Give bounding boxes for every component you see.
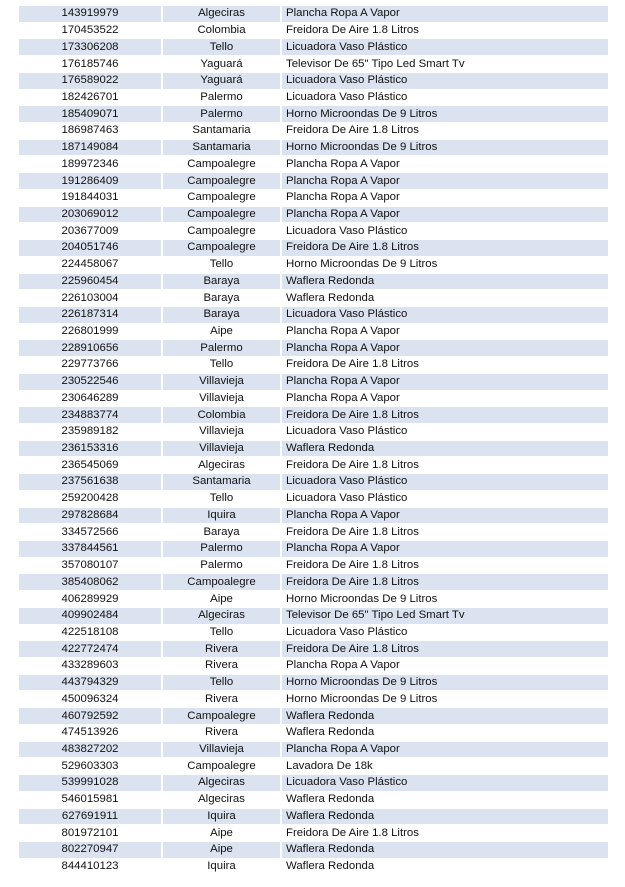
record-id-cell: 357080107 [19, 557, 162, 574]
product-cell: Licuadora Vaso Plástico [281, 39, 608, 56]
record-id-cell: 176589022 [19, 72, 162, 89]
product-cell: Televisor De 65" Tipo Led Smart Tv [281, 607, 608, 624]
product-cell: Licuadora Vaso Plástico [281, 306, 608, 323]
table-row [19, 72, 608, 89]
municipality-cell: Algeciras [162, 775, 281, 792]
municipality-cell: Campoalegre [162, 206, 281, 223]
table-row [19, 775, 608, 792]
record-id-cell: 187149084 [19, 139, 162, 156]
municipality-cell: Algeciras [162, 457, 281, 474]
table-row [19, 223, 608, 240]
record-id-cell: 539991028 [19, 775, 162, 792]
record-id-cell: 337844561 [19, 541, 162, 558]
table-row [19, 674, 608, 691]
municipality-cell: Villavieja [162, 440, 281, 457]
product-cell: Freidora De Aire 1.8 Litros [281, 641, 608, 658]
record-id-cell: 224458067 [19, 256, 162, 273]
record-id-cell: 226187314 [19, 306, 162, 323]
table-row [19, 658, 608, 675]
records-table [19, 6, 608, 875]
product-cell: Horno Microondas De 9 Litros [281, 256, 608, 273]
product-cell: Plancha Ropa A Vapor [281, 189, 608, 206]
table-row [19, 624, 608, 641]
record-id-cell: 236545069 [19, 457, 162, 474]
product-cell: Plancha Ropa A Vapor [281, 373, 608, 390]
record-id-cell: 334572566 [19, 524, 162, 541]
record-id-cell: 627691911 [19, 808, 162, 825]
table-row [19, 156, 608, 173]
product-cell: Freidora De Aire 1.8 Litros [281, 457, 608, 474]
record-id-cell: 385408062 [19, 574, 162, 591]
municipality-cell: Yaguará [162, 56, 281, 73]
product-cell: Horno Microondas De 9 Litros [281, 106, 608, 123]
record-id-cell: 176185746 [19, 56, 162, 73]
municipality-cell: Aipe [162, 825, 281, 842]
record-id-cell: 422772474 [19, 641, 162, 658]
product-cell: Plancha Ropa A Vapor [281, 323, 608, 340]
table-row [19, 6, 608, 22]
product-cell: Plancha Ropa A Vapor [281, 6, 608, 22]
municipality-cell: Baraya [162, 290, 281, 307]
product-cell: Waflera Redonda [281, 858, 608, 875]
record-id-cell: 422518108 [19, 624, 162, 641]
record-id-cell: 230646289 [19, 390, 162, 407]
municipality-cell: Campoalegre [162, 708, 281, 725]
table-row [19, 189, 608, 206]
table-row [19, 825, 608, 842]
product-cell: Freidora De Aire 1.8 Litros [281, 524, 608, 541]
municipality-cell: Iquira [162, 808, 281, 825]
municipality-cell: Campoalegre [162, 189, 281, 206]
municipality-cell: Yaguará [162, 72, 281, 89]
table-row [19, 724, 608, 741]
product-cell: Waflera Redonda [281, 273, 608, 290]
product-cell: Licuadora Vaso Plástico [281, 490, 608, 507]
record-id-cell: 203677009 [19, 223, 162, 240]
table-row [19, 791, 608, 808]
record-id-cell: 409902484 [19, 607, 162, 624]
table-row [19, 256, 608, 273]
product-cell: Freidora De Aire 1.8 Litros [281, 574, 608, 591]
municipality-cell: Santamaria [162, 139, 281, 156]
municipality-cell: Tello [162, 490, 281, 507]
table-row [19, 407, 608, 424]
municipality-cell: Palermo [162, 557, 281, 574]
document-page [19, 6, 608, 875]
product-cell: Licuadora Vaso Plástico [281, 72, 608, 89]
municipality-cell: Tello [162, 674, 281, 691]
municipality-cell: Colombia [162, 407, 281, 424]
product-cell: Freidora De Aire 1.8 Litros [281, 240, 608, 257]
municipality-cell: Tello [162, 39, 281, 56]
table-row [19, 240, 608, 257]
municipality-cell: Santamaria [162, 123, 281, 140]
municipality-cell: Rivera [162, 724, 281, 741]
table-row [19, 858, 608, 875]
record-id-cell: 189972346 [19, 156, 162, 173]
table-row [19, 591, 608, 608]
table-row [19, 691, 608, 708]
table-row [19, 841, 608, 858]
municipality-cell: Aipe [162, 591, 281, 608]
municipality-cell: Algeciras [162, 607, 281, 624]
municipality-cell: Campoalegre [162, 223, 281, 240]
table-row [19, 507, 608, 524]
table-row [19, 541, 608, 558]
product-cell: Waflera Redonda [281, 724, 608, 741]
municipality-cell: Palermo [162, 106, 281, 123]
municipality-cell: Rivera [162, 691, 281, 708]
municipality-cell: Baraya [162, 524, 281, 541]
municipality-cell: Villavieja [162, 390, 281, 407]
record-id-cell: 259200428 [19, 490, 162, 507]
table-row [19, 741, 608, 758]
municipality-cell: Campoalegre [162, 173, 281, 190]
product-cell: Horno Microondas De 9 Litros [281, 139, 608, 156]
municipality-cell: Campoalegre [162, 574, 281, 591]
product-cell: Waflera Redonda [281, 708, 608, 725]
record-id-cell: 450096324 [19, 691, 162, 708]
record-id-cell: 230522546 [19, 373, 162, 390]
table-row [19, 390, 608, 407]
records-table-body [19, 6, 608, 875]
product-cell: Licuadora Vaso Plástico [281, 423, 608, 440]
record-id-cell: 844410123 [19, 858, 162, 875]
record-id-cell: 460792592 [19, 708, 162, 725]
product-cell: Plancha Ropa A Vapor [281, 541, 608, 558]
table-row [19, 808, 608, 825]
municipality-cell: Baraya [162, 273, 281, 290]
product-cell: Plancha Ropa A Vapor [281, 173, 608, 190]
record-id-cell: 433289603 [19, 658, 162, 675]
record-id-cell: 483827202 [19, 741, 162, 758]
table-row [19, 273, 608, 290]
municipality-cell: Palermo [162, 541, 281, 558]
product-cell: Waflera Redonda [281, 808, 608, 825]
municipality-cell: Algeciras [162, 6, 281, 22]
municipality-cell: Aipe [162, 841, 281, 858]
table-row [19, 173, 608, 190]
record-id-cell: 801972101 [19, 825, 162, 842]
table-row [19, 373, 608, 390]
municipality-cell: Campoalegre [162, 758, 281, 775]
table-row [19, 641, 608, 658]
table-row [19, 524, 608, 541]
product-cell: Freidora De Aire 1.8 Litros [281, 407, 608, 424]
record-id-cell: 228910656 [19, 340, 162, 357]
table-row [19, 357, 608, 374]
record-id-cell: 235989182 [19, 423, 162, 440]
product-cell: Plancha Ropa A Vapor [281, 340, 608, 357]
product-cell: Horno Microondas De 9 Litros [281, 674, 608, 691]
table-row [19, 22, 608, 39]
product-cell: Plancha Ropa A Vapor [281, 658, 608, 675]
record-id-cell: 529603303 [19, 758, 162, 775]
municipality-cell: Tello [162, 357, 281, 374]
product-cell: Televisor De 65" Tipo Led Smart Tv [281, 56, 608, 73]
record-id-cell: 297828684 [19, 507, 162, 524]
table-row [19, 607, 608, 624]
record-id-cell: 406289929 [19, 591, 162, 608]
municipality-cell: Campoalegre [162, 156, 281, 173]
record-id-cell: 474513926 [19, 724, 162, 741]
municipality-cell: Aipe [162, 323, 281, 340]
record-id-cell: 191286409 [19, 173, 162, 190]
municipality-cell: Tello [162, 624, 281, 641]
product-cell: Horno Microondas De 9 Litros [281, 591, 608, 608]
record-id-cell: 204051746 [19, 240, 162, 257]
municipality-cell: Santamaria [162, 474, 281, 491]
table-row [19, 423, 608, 440]
table-row [19, 557, 608, 574]
record-id-cell: 143919979 [19, 6, 162, 22]
record-id-cell: 226801999 [19, 323, 162, 340]
record-id-cell: 802270947 [19, 841, 162, 858]
municipality-cell: Villavieja [162, 373, 281, 390]
municipality-cell: Villavieja [162, 741, 281, 758]
product-cell: Plancha Ropa A Vapor [281, 156, 608, 173]
record-id-cell: 182426701 [19, 89, 162, 106]
product-cell: Freidora De Aire 1.8 Litros [281, 557, 608, 574]
municipality-cell: Colombia [162, 22, 281, 39]
record-id-cell: 237561638 [19, 474, 162, 491]
product-cell: Licuadora Vaso Plástico [281, 624, 608, 641]
product-cell: Licuadora Vaso Plástico [281, 89, 608, 106]
municipality-cell: Tello [162, 256, 281, 273]
table-row [19, 574, 608, 591]
table-row [19, 490, 608, 507]
table-row [19, 340, 608, 357]
municipality-cell: Palermo [162, 340, 281, 357]
table-row [19, 139, 608, 156]
product-cell: Waflera Redonda [281, 290, 608, 307]
table-row [19, 758, 608, 775]
record-id-cell: 170453522 [19, 22, 162, 39]
table-row [19, 323, 608, 340]
table-row [19, 206, 608, 223]
product-cell: Plancha Ropa A Vapor [281, 206, 608, 223]
table-row [19, 106, 608, 123]
table-row [19, 708, 608, 725]
table-row [19, 474, 608, 491]
table-row [19, 457, 608, 474]
product-cell: Plancha Ropa A Vapor [281, 741, 608, 758]
record-id-cell: 203069012 [19, 206, 162, 223]
record-id-cell: 236153316 [19, 440, 162, 457]
municipality-cell: Baraya [162, 306, 281, 323]
product-cell: Waflera Redonda [281, 791, 608, 808]
record-id-cell: 229773766 [19, 357, 162, 374]
product-cell: Plancha Ropa A Vapor [281, 507, 608, 524]
product-cell: Waflera Redonda [281, 440, 608, 457]
product-cell: Licuadora Vaso Plástico [281, 775, 608, 792]
product-cell: Freidora De Aire 1.8 Litros [281, 357, 608, 374]
product-cell: Licuadora Vaso Plástico [281, 223, 608, 240]
product-cell: Freidora De Aire 1.8 Litros [281, 22, 608, 39]
product-cell: Freidora De Aire 1.8 Litros [281, 123, 608, 140]
product-cell: Licuadora Vaso Plástico [281, 474, 608, 491]
product-cell: Lavadora De 18k [281, 758, 608, 775]
table-row [19, 306, 608, 323]
product-cell: Horno Microondas De 9 Litros [281, 691, 608, 708]
municipality-cell: Iquira [162, 507, 281, 524]
municipality-cell: Iquira [162, 858, 281, 875]
table-row [19, 89, 608, 106]
table-row [19, 440, 608, 457]
municipality-cell: Algeciras [162, 791, 281, 808]
product-cell: Plancha Ropa A Vapor [281, 390, 608, 407]
municipality-cell: Rivera [162, 641, 281, 658]
record-id-cell: 225960454 [19, 273, 162, 290]
record-id-cell: 173306208 [19, 39, 162, 56]
record-id-cell: 234883774 [19, 407, 162, 424]
table-row [19, 39, 608, 56]
table-row [19, 56, 608, 73]
record-id-cell: 185409071 [19, 106, 162, 123]
municipality-cell: Rivera [162, 658, 281, 675]
municipality-cell: Campoalegre [162, 240, 281, 257]
record-id-cell: 186987463 [19, 123, 162, 140]
record-id-cell: 546015981 [19, 791, 162, 808]
record-id-cell: 443794329 [19, 674, 162, 691]
record-id-cell: 226103004 [19, 290, 162, 307]
municipality-cell: Villavieja [162, 423, 281, 440]
table-row [19, 290, 608, 307]
product-cell: Waflera Redonda [281, 841, 608, 858]
municipality-cell: Palermo [162, 89, 281, 106]
table-row [19, 123, 608, 140]
record-id-cell: 191844031 [19, 189, 162, 206]
product-cell: Freidora De Aire 1.8 Litros [281, 825, 608, 842]
